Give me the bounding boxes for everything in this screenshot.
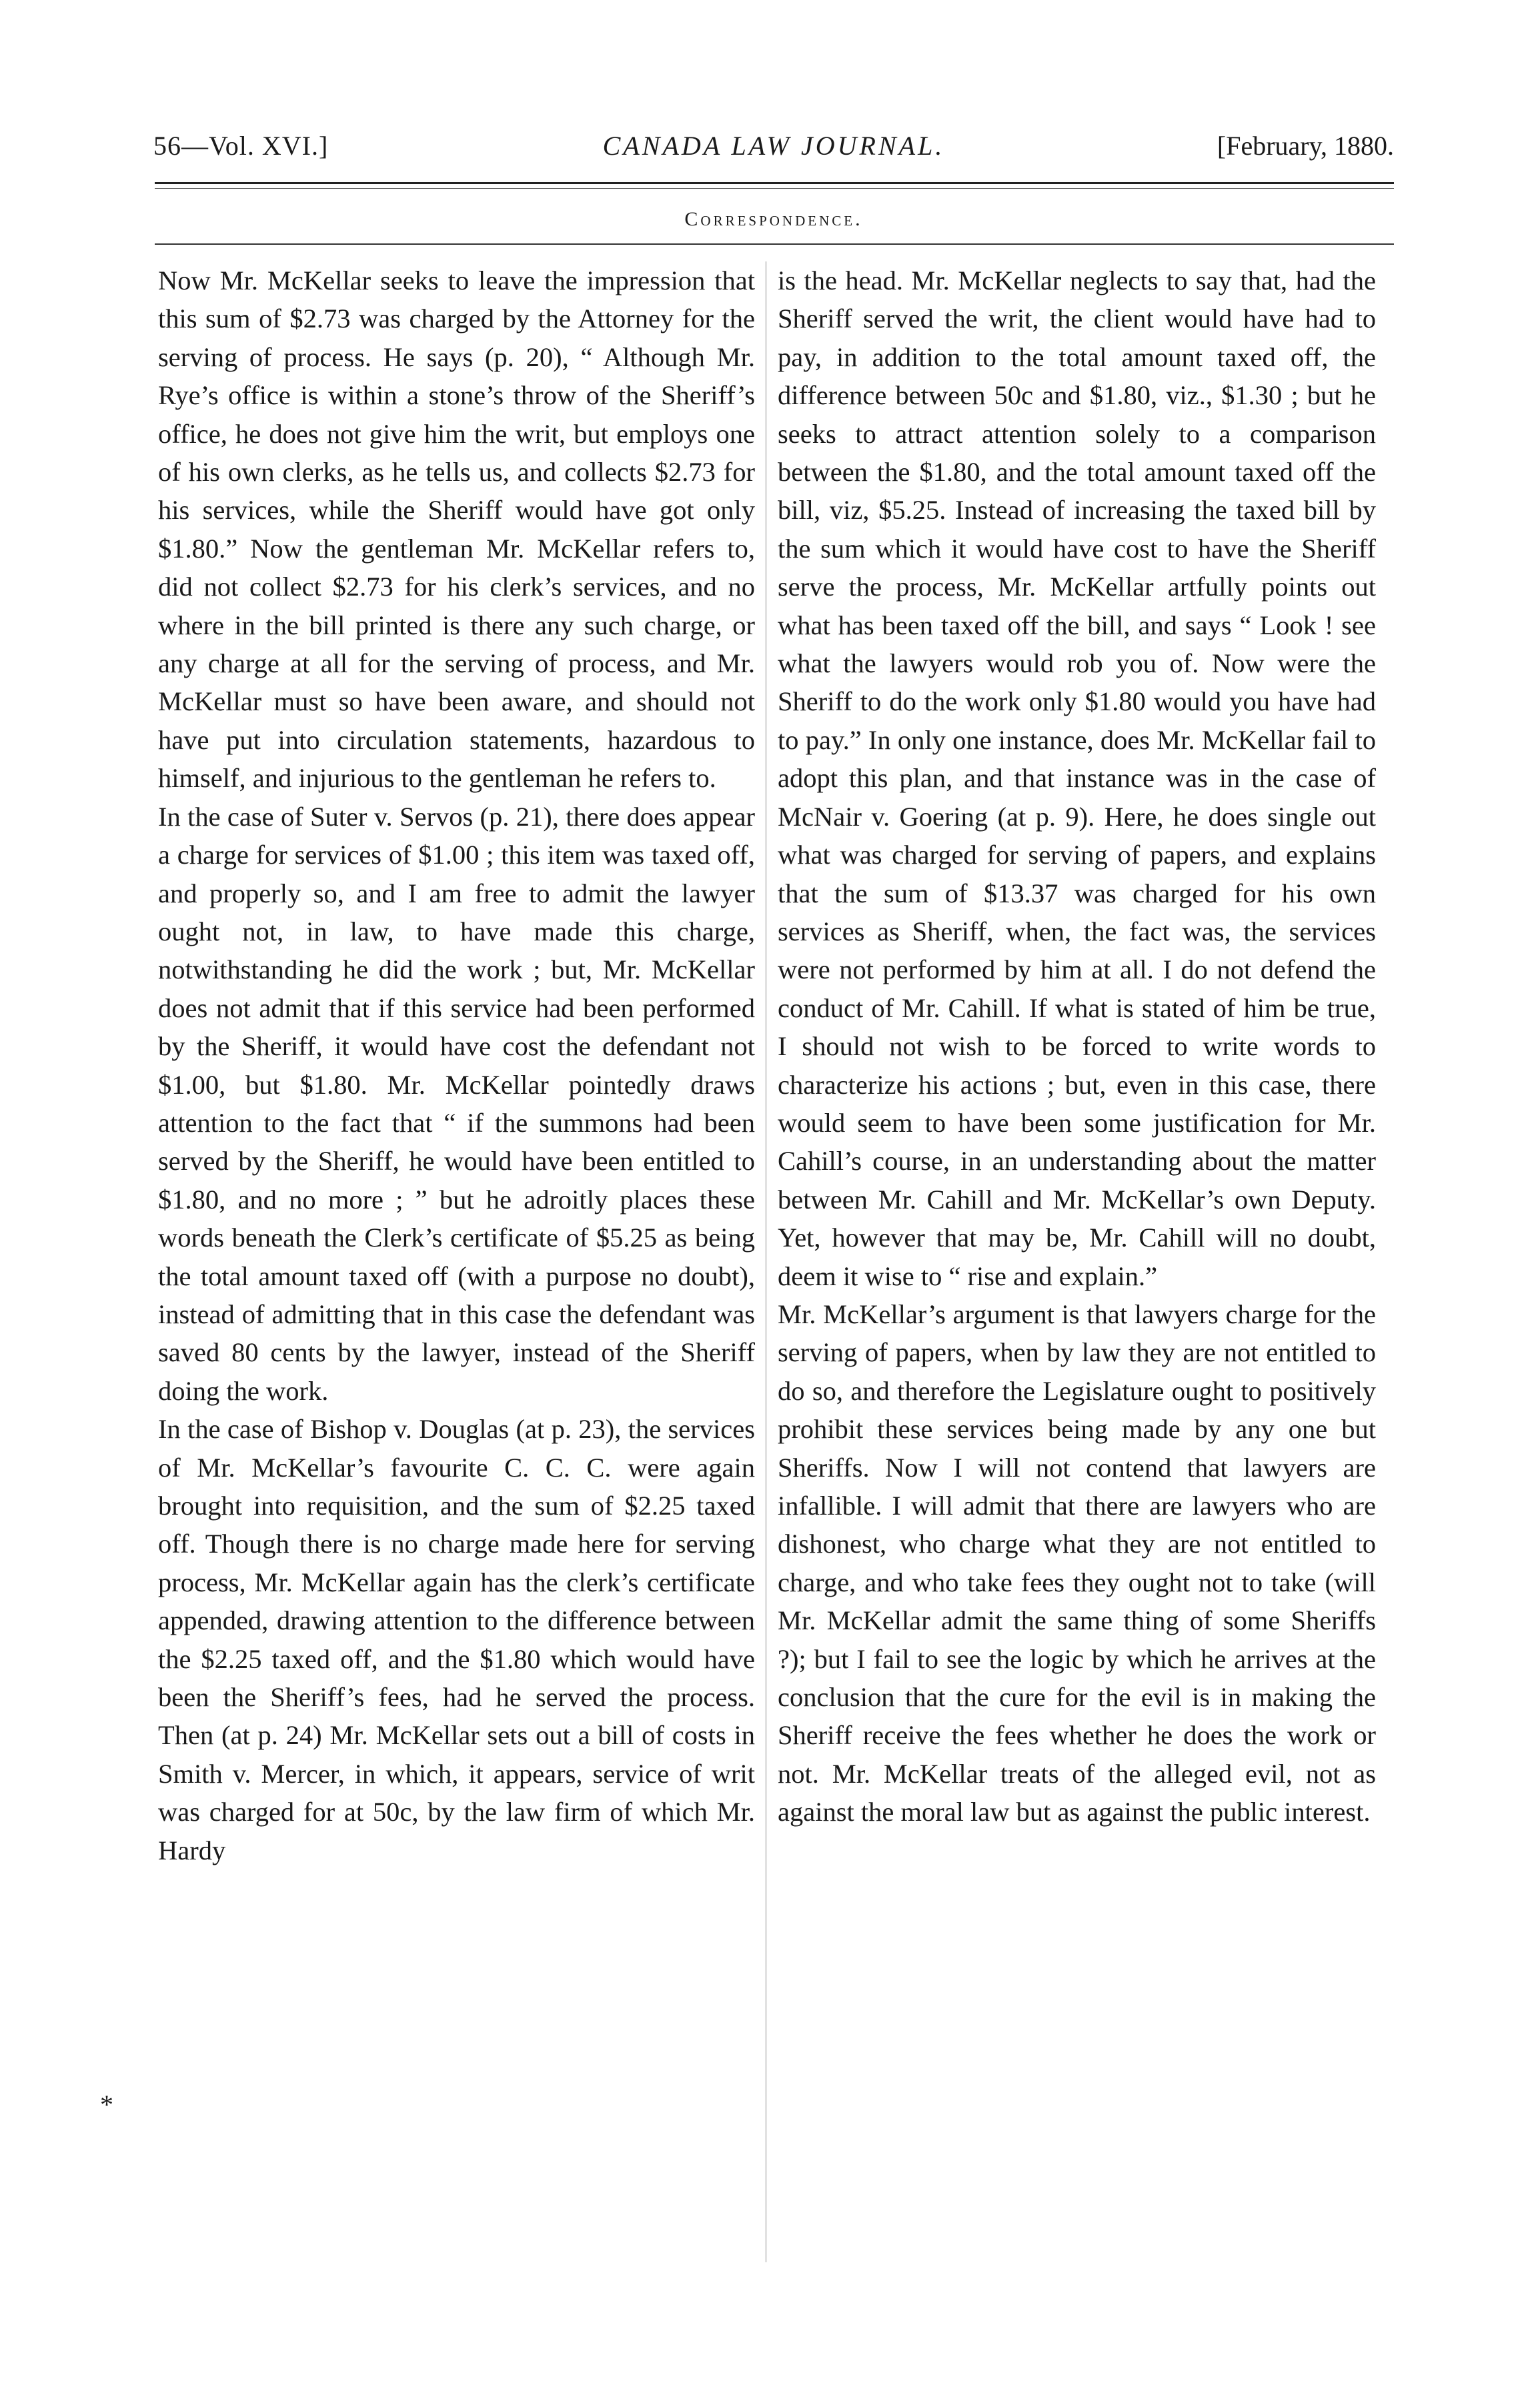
header-rule-thin [155, 188, 1394, 189]
paragraph: In the case of Bishop v. Douglas (at p. 23), the services of Mr. McKellar’s favourite C. C. C. were again brought into requisition, and the sum of $2.25 taxed off. Though there is no charge made here for serving process, Mr. McKellar again has the clerk’s certificate appended, drawing attention to the difference between the $2.25 taxed off, and the $1.80 which would have been the Sheriff’s fees, had he served the process. Then (at p. 24) Mr. McKellar sets out a bill of costs in Smith v. Mercer, in which, it appears, service of writ was charged for at 50c, by the law firm of which Mr. Hardy [158, 1414, 755, 1865]
right-column [778, 261, 1376, 1831]
paragraph: In the case of Suter v. Servos (p. 21), there does appear a charge for services of $1.00 ; this item was taxed off, and properly so, and I am free to admit the lawyer ought not, in law, to have made this charge, notwithstanding he did the work ; but, Mr. McKellar does not admit that if this service had been performed by the Sheriff, it would have cost the defendant not $1.00, but $1.80. Mr. McKellar pointedly draws attention to the fact that “ if the summons had been served by the Sheriff, he would have been entitled to $1.80, and no more ; ” but he adroitly places these words beneath the Clerk’s certificate of $5.25 as being the total amount taxed off (with a purpose no doubt), instead of admitting that in this case the defendant was saved 80 cents by the lawyer, instead of the Sheriff doing the work. [158, 801, 755, 1406]
header-rule-thick [155, 182, 1394, 184]
section-title: Correspondence. [684, 208, 863, 230]
paragraph: Now Mr. McKellar seeks to leave the impression that this sum of $2.73 was charged by the Attorney for the serving of process. He says (p. 20), “ Although Mr. Rye’s office is within a stone’s throw of the Sheriff’s office, he does not give him the writ, but employs one of his own clerks, as he tells us, and collects $2.73 for his services, while the Sheriff would have got only $1.80.” Now the gentleman Mr. McKellar refers to, did not collect $2.73 for his clerk’s services, and no where in the bill printed is there any such charge, or any charge at all for the serving of process, and Mr. McKellar must so have been aware, and should not have put into circulation statements, hazardous to himself, and injurious to the gentleman he refers to. [158, 265, 755, 794]
journal-title: CANADA LAW JOURNAL. [602, 131, 945, 161]
issue-date: [February, 1880. [1217, 131, 1394, 161]
page-number-volume: 56—Vol. XVI.] [153, 131, 329, 161]
paragraph: is the head. Mr. McKellar neglects to say that, had the Sheriff served the writ, the client would have had to pay, in addition to the total amount taxed off, the difference between 50c and $1.80, viz., $1.30 ; but he seeks to attract attention solely to a comparison between the $1.80, and the total amount taxed off the bill, viz, $5.25. Instead of increasing the taxed bill by the sum which it would have cost to have the Sheriff serve the process, Mr. McKellar artfully points out what has been taxed off the bill, and says “ Look ! see what the lawyers would rob you of. Now were the Sheriff to do the work only $1.80 would you have had to pay.” In only one instance, does Mr. McKellar fail to adopt this plan, and that instance was in the case of McNair v. Goering (at p. 9). Here, he does single out what was charged for serving of papers, and explains that the sum of $13.37 was charged for his own services as Sheriff, when, the fact was, the services were not performed by him at all. I do not defend the conduct of Mr. Cahill. If what is stated of him be true, I should not wish to be forced to write words to characterize his actions ; but, even in this case, there would seem to have been some justification for Mr. Cahill’s course, in an understanding about the matter between Mr. Cahill and Mr. McKellar’s own Deputy. Yet, however that may be, Mr. Cahill will no doubt, deem it wise to “ rise and explain.” [778, 265, 1376, 1291]
paragraph: Mr. McKellar’s argument is that lawyers charge for the serving of papers, when by law they are not entitled to do so, and therefore the Legislature ought to positively prohibit these services being made by any one but Sheriffs. Now I will not contend that lawyers are infallible. I will admit that there are lawyers who are dishonest, who charge what they are not entitled to charge, and who take fees they ought not to take (will Mr. McKellar admit the same thing of some Sheriffs ?); but I fail to see the logic by which he arrives at the conclusion that the cure for the evil is in making the Sheriff receive the fees whether he does the work or not. Mr. McKellar treats of the alleged evil, not as against the moral law but as against the public interest. [778, 1299, 1376, 1827]
margin-mark: * [100, 2090, 113, 2120]
running-header [153, 130, 1394, 177]
section-rule [155, 243, 1394, 245]
left-column [158, 261, 755, 1869]
